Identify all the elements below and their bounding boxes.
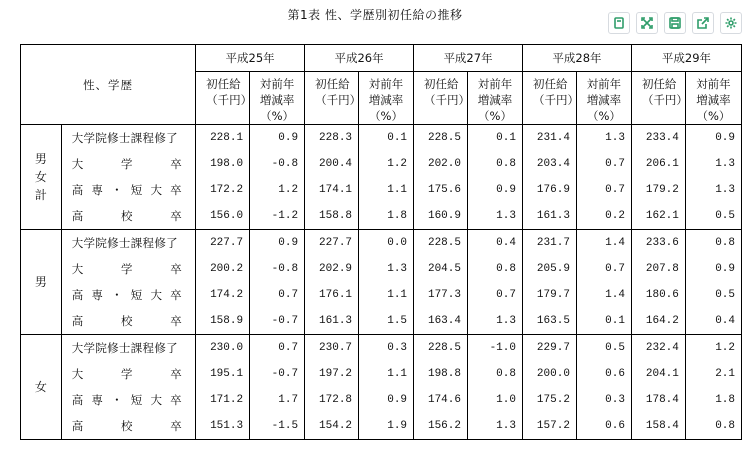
save-icon	[668, 16, 682, 30]
salary-cell: 231.7	[522, 230, 576, 257]
toolbar	[608, 12, 742, 34]
expand-icon	[640, 16, 654, 30]
education-label-text: 大学院修士課程修了	[71, 341, 178, 355]
education-label	[61, 203, 195, 230]
year-header: 平成27年	[414, 45, 523, 72]
salary-cell: 231.4	[522, 125, 576, 152]
education-label-text: 大学院修士課程修了	[71, 236, 178, 250]
change-rate-cell: 1.3	[359, 256, 414, 282]
starting-salary-header	[305, 72, 362, 125]
change-rate-cell: 0.1	[359, 125, 414, 152]
change-rate-cell: -0.7	[250, 361, 305, 387]
sub-header-line: 増減率	[696, 93, 731, 107]
share-button[interactable]	[692, 12, 714, 34]
salary-cell: 175.6	[414, 177, 468, 203]
change-rate-cell: 1.0	[467, 387, 522, 413]
change-rate-cell: 0.7	[576, 177, 631, 203]
change-rate-cell: 0.9	[250, 230, 305, 257]
sub-header-line: （千円）	[206, 93, 253, 107]
change-rate-cell: 1.5	[359, 308, 414, 335]
salary-cell: 174.1	[305, 177, 359, 203]
change-rate-cell: 0.7	[576, 151, 631, 177]
salary-cell: 227.7	[305, 230, 359, 257]
change-rate-cell: -0.8	[250, 151, 305, 177]
salary-cell: 205.9	[522, 256, 576, 282]
change-rate-cell: 0.5	[685, 203, 741, 230]
change-rate-cell: 0.0	[359, 230, 414, 257]
sub-header-line: 対前年	[696, 77, 731, 91]
education-label	[61, 177, 195, 203]
change-rate-header	[576, 72, 631, 125]
education-label-text: 大学院修士課程修了	[71, 131, 178, 145]
sub-header-line: 対前年	[477, 77, 513, 91]
starting-salary-header	[522, 72, 579, 125]
table-row	[21, 203, 742, 230]
change-rate-cell: 0.9	[359, 387, 414, 413]
change-rate-cell: 0.9	[685, 125, 741, 152]
education-label	[61, 151, 195, 177]
salary-cell: 174.6	[414, 387, 468, 413]
education-label-text: 大 学 卒	[71, 157, 182, 171]
change-rate-header	[250, 72, 305, 125]
salary-cell: 163.5	[522, 308, 576, 335]
sub-header-line: 初任給	[532, 77, 568, 91]
sub-header-line: （%）	[260, 109, 295, 123]
change-rate-header	[359, 72, 414, 125]
change-rate-cell: 0.2	[576, 203, 631, 230]
sub-header-line: （千円）	[315, 93, 362, 107]
change-rate-cell: 0.1	[576, 308, 631, 335]
change-rate-cell: 1.4	[576, 230, 631, 257]
change-rate-cell: 1.7	[250, 387, 305, 413]
salary-cell: 158.8	[305, 203, 359, 230]
salary-cell: 204.5	[414, 256, 468, 282]
salary-cell: 160.9	[414, 203, 468, 230]
salary-cell: 202.9	[305, 256, 359, 282]
salary-cell: 204.1	[631, 361, 685, 387]
change-rate-cell: 0.1	[467, 125, 522, 152]
change-rate-cell: 0.8	[467, 256, 522, 282]
salary-cell: 172.2	[196, 177, 250, 203]
change-rate-cell: 0.4	[467, 230, 522, 257]
salary-cell: 200.4	[305, 151, 359, 177]
sub-header-line: （千円）	[532, 93, 579, 107]
education-label-text: 高 校 卒	[71, 209, 182, 223]
year-header: 平成28年	[522, 45, 631, 72]
table-row	[21, 230, 742, 257]
change-rate-cell: 0.5	[685, 282, 741, 308]
sub-header-line: 対前年	[259, 77, 295, 91]
salary-cell: 162.1	[631, 203, 685, 230]
settings-button[interactable]	[720, 12, 742, 34]
sex-label	[21, 230, 62, 335]
table-row	[21, 151, 742, 177]
change-rate-cell: 0.8	[685, 230, 741, 257]
table-row	[21, 335, 742, 362]
education-label-text: 高 専 ・ 短 大 卒	[71, 183, 182, 197]
sex-label	[21, 335, 62, 440]
salary-cell: 156.0	[196, 203, 250, 230]
sub-header-line: 対前年	[368, 77, 404, 91]
salary-cell: 233.6	[631, 230, 685, 257]
sex-label-text: 女	[34, 380, 47, 394]
change-rate-cell: 0.8	[685, 413, 741, 440]
change-rate-cell: 0.7	[576, 256, 631, 282]
year-header: 平成25年	[196, 45, 305, 72]
salary-cell: 164.2	[631, 308, 685, 335]
salary-cell: 200.2	[196, 256, 250, 282]
change-rate-cell: 0.4	[685, 308, 741, 335]
sub-header-line: 増減率	[586, 93, 622, 107]
change-rate-header	[467, 72, 522, 125]
salary-cell: 175.2	[522, 387, 576, 413]
change-rate-cell: 1.3	[685, 151, 741, 177]
education-label	[61, 256, 195, 282]
change-rate-cell: 0.8	[467, 361, 522, 387]
education-label-text: 高 校 卒	[71, 419, 182, 433]
change-rate-cell: -1.2	[250, 203, 305, 230]
change-rate-cell: 1.1	[359, 361, 414, 387]
salary-cell: 172.8	[305, 387, 359, 413]
salary-cell: 179.7	[522, 282, 576, 308]
sub-header-line: 増減率	[477, 93, 513, 107]
change-rate-cell: 0.8	[467, 151, 522, 177]
salary-cell: 174.2	[196, 282, 250, 308]
change-rate-cell: -1.0	[467, 335, 522, 362]
salary-cell: 197.2	[305, 361, 359, 387]
change-rate-cell: 1.4	[576, 282, 631, 308]
sub-header-line: 増減率	[259, 93, 295, 107]
salary-cell: 156.2	[414, 413, 468, 440]
change-rate-cell: 0.5	[576, 335, 631, 362]
change-rate-cell: 1.9	[359, 413, 414, 440]
salary-cell: 154.2	[305, 413, 359, 440]
table-row	[21, 361, 742, 387]
education-label	[61, 413, 195, 440]
change-rate-cell: 1.1	[359, 177, 414, 203]
share-icon	[696, 16, 710, 30]
change-rate-cell: 0.9	[685, 256, 741, 282]
salary-cell: 233.4	[631, 125, 685, 152]
salary-cell: 195.1	[196, 361, 250, 387]
salary-cell: 228.1	[196, 125, 250, 152]
change-rate-cell: 1.3	[685, 177, 741, 203]
change-rate-cell: 1.3	[576, 125, 631, 152]
salary-cell: 161.3	[522, 203, 576, 230]
salary-cell: 203.4	[522, 151, 576, 177]
salary-cell: 230.7	[305, 335, 359, 362]
settings-icon	[724, 16, 738, 30]
change-rate-cell: 0.7	[250, 335, 305, 362]
salary-cell: 227.7	[196, 230, 250, 257]
change-rate-cell: 0.6	[576, 413, 631, 440]
sex-label	[21, 125, 62, 230]
change-rate-cell: 1.3	[467, 308, 522, 335]
salary-cell: 206.1	[631, 151, 685, 177]
education-label-text: 大 学 卒	[71, 262, 182, 276]
sub-header-line: （%）	[478, 109, 512, 123]
table-row	[21, 282, 742, 308]
education-label	[61, 230, 195, 257]
change-rate-cell: 1.8	[359, 203, 414, 230]
change-rate-cell: 0.7	[467, 282, 522, 308]
wage-table	[20, 44, 742, 440]
education-label-text: 高 専 ・ 短 大 卒	[71, 393, 182, 407]
salary-cell: 198.8	[414, 361, 468, 387]
starting-salary-header	[196, 72, 253, 125]
sex-label-text: 男	[34, 275, 47, 289]
change-rate-cell: 1.2	[685, 335, 741, 362]
education-label-text: 高 専 ・ 短 大 卒	[71, 288, 182, 302]
change-rate-cell: 1.3	[467, 413, 522, 440]
page-title: 第1表 性、学歴別初任給の推移	[287, 8, 463, 22]
salary-cell: 232.4	[631, 335, 685, 362]
copy-icon	[612, 16, 626, 30]
salary-cell: 158.9	[196, 308, 250, 335]
salary-cell: 157.2	[522, 413, 576, 440]
salary-cell: 151.3	[196, 413, 250, 440]
education-label-text: 高 校 卒	[71, 314, 182, 328]
sub-header-line: （%）	[586, 109, 621, 123]
salary-cell: 176.9	[522, 177, 576, 203]
salary-cell: 158.4	[631, 413, 685, 440]
change-rate-cell: -0.8	[250, 256, 305, 282]
sub-header-line: 対前年	[586, 77, 622, 91]
salary-cell: 202.0	[414, 151, 468, 177]
salary-cell: 176.1	[305, 282, 359, 308]
salary-cell: 228.5	[414, 335, 468, 362]
sub-header-line: 初任給	[315, 77, 350, 91]
table-row	[21, 125, 742, 152]
save-button[interactable]	[664, 12, 686, 34]
education-label	[61, 282, 195, 308]
change-rate-cell: -0.7	[250, 308, 305, 335]
sub-header-line: （%）	[696, 109, 731, 123]
sex-label-text: 男女計	[34, 152, 47, 202]
year-header: 平成26年	[305, 45, 414, 72]
change-rate-cell: 1.1	[359, 282, 414, 308]
salary-cell: 180.6	[631, 282, 685, 308]
table-row	[21, 177, 742, 203]
table-row	[21, 413, 742, 440]
change-rate-cell: 0.9	[467, 177, 522, 203]
change-rate-cell: 1.2	[359, 151, 414, 177]
starting-salary-header	[631, 72, 688, 125]
change-rate-cell: 2.1	[685, 361, 741, 387]
education-label-text: 大 学 卒	[71, 367, 182, 381]
salary-cell: 177.3	[414, 282, 468, 308]
table-row	[21, 308, 742, 335]
salary-cell: 229.7	[522, 335, 576, 362]
change-rate-cell: -1.5	[250, 413, 305, 440]
salary-cell: 200.0	[522, 361, 576, 387]
change-rate-cell: 0.9	[250, 125, 305, 152]
salary-cell: 228.5	[414, 230, 468, 257]
education-label	[61, 308, 195, 335]
sub-header-line: 初任給	[424, 77, 459, 91]
change-rate-header	[685, 72, 741, 125]
education-label	[61, 387, 195, 413]
change-rate-cell: 0.6	[576, 361, 631, 387]
salary-cell: 163.4	[414, 308, 468, 335]
salary-cell: 230.0	[196, 335, 250, 362]
change-rate-cell: 0.3	[359, 335, 414, 362]
salary-cell: 228.3	[305, 125, 359, 152]
sub-header-line: 初任給	[641, 77, 677, 91]
change-rate-cell: 1.3	[467, 203, 522, 230]
salary-cell: 207.8	[631, 256, 685, 282]
change-rate-cell: 0.3	[576, 387, 631, 413]
table-row	[21, 387, 742, 413]
category-header: 性、学歴	[21, 45, 196, 125]
change-rate-cell: 1.8	[685, 387, 741, 413]
salary-cell: 178.4	[631, 387, 685, 413]
starting-salary-header	[414, 72, 471, 125]
year-header: 平成29年	[631, 45, 741, 72]
salary-cell: 161.3	[305, 308, 359, 335]
salary-cell: 171.2	[196, 387, 250, 413]
change-rate-cell: 1.2	[250, 177, 305, 203]
table-row	[21, 256, 742, 282]
sub-header-line: 初任給	[206, 77, 241, 91]
sub-header-line: 増減率	[368, 93, 404, 107]
salary-cell: 228.5	[414, 125, 468, 152]
expand-button[interactable]	[636, 12, 658, 34]
sub-header-line: （千円）	[424, 93, 471, 107]
salary-cell: 179.2	[631, 177, 685, 203]
education-label	[61, 335, 195, 362]
education-label	[61, 361, 195, 387]
copy-button[interactable]	[608, 12, 630, 34]
sub-header-line: （%）	[369, 109, 403, 123]
education-label	[61, 125, 195, 152]
salary-cell: 198.0	[196, 151, 250, 177]
change-rate-cell: 0.7	[250, 282, 305, 308]
sub-header-line: （千円）	[641, 93, 688, 107]
